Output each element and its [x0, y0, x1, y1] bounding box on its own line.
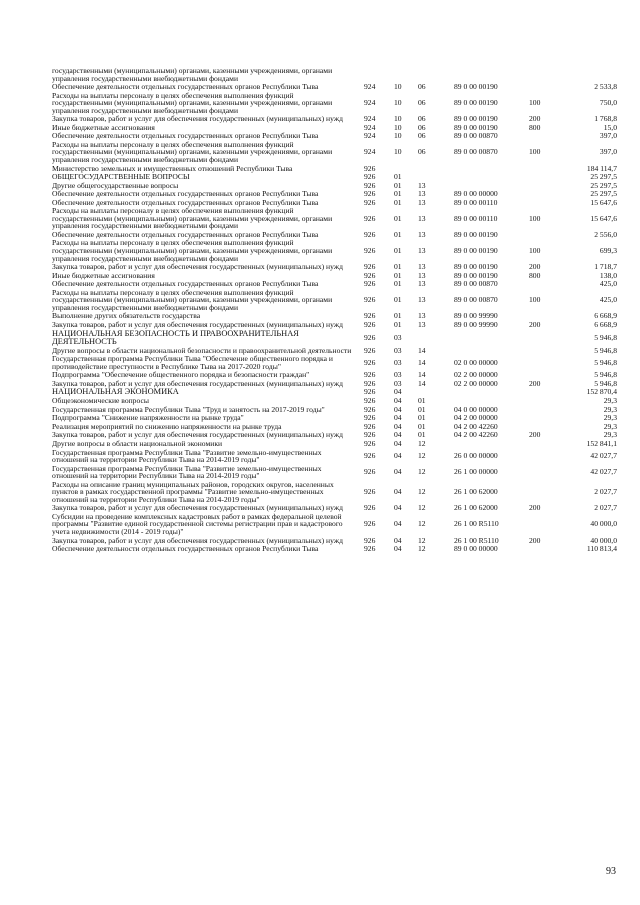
item-name-cell: Обеспечение деятельности отдельных государственных органов Республики Тыва — [52, 279, 319, 289]
subsection-cell: 01 — [418, 404, 426, 414]
item-name-cell: Подпрограмма "Снижение напряженности на рынке труда" — [52, 413, 244, 423]
section-cell: 04 — [394, 396, 402, 406]
subsection-cell: 06 — [418, 114, 426, 124]
subsection-cell: 01 — [418, 430, 426, 440]
table-row — [52, 239, 617, 262]
target-article-cell: 89 0 00 00870 — [454, 147, 498, 157]
subsection-cell: 12 — [418, 467, 426, 477]
admin-code-cell: 926 — [364, 357, 376, 367]
amount-cell: 425,0 — [599, 279, 617, 289]
table-row — [52, 513, 617, 536]
target-article-cell: 89 0 00 00110 — [454, 213, 498, 223]
expense-type-cell: 100 — [529, 147, 541, 157]
expense-type-cell: 200 — [529, 262, 541, 272]
section-cell: 03 — [394, 370, 402, 380]
section-cell: 10 — [394, 147, 402, 157]
admin-code-cell: 926 — [364, 270, 376, 280]
admin-code-cell: 926 — [364, 319, 376, 329]
table-row — [52, 388, 617, 396]
item-name-cell: Государственная программа Республики Тыва "Труд и занятость на 2017-2019 годы" — [52, 404, 325, 414]
table-row — [52, 165, 617, 173]
budget-table — [52, 67, 617, 553]
item-name-cell: Государственная программа Республики Тыва "Развитие земельно-имущественных отношений на территории Республики Тыва на 2014-2019 годы" — [52, 463, 322, 481]
item-name-cell: Обеспечение деятельности отдельных государственных органов Республики Тыва — [52, 189, 319, 199]
subsection-cell: 01 — [418, 413, 426, 423]
subsection-cell: 12 — [418, 451, 426, 461]
amount-cell: 397,0 — [599, 147, 617, 157]
section-cell: 10 — [394, 131, 402, 141]
table-row — [52, 406, 617, 414]
target-article-cell: 89 0 00 00190 — [454, 98, 498, 108]
admin-code-cell: 926 — [364, 311, 376, 321]
target-article-cell: 26 0 00 00000 — [454, 451, 498, 461]
table-row — [52, 545, 617, 553]
target-article-cell: 89 0 00 00190 — [454, 82, 498, 92]
admin-code-cell: 926 — [364, 378, 376, 388]
target-article-cell: 89 0 00 00870 — [454, 295, 498, 305]
section-cell: 01 — [394, 197, 402, 207]
expense-type-cell: 200 — [529, 503, 541, 513]
item-name-cell: Обеспечение деятельности отдельных государственных органов Республики Тыва — [52, 131, 319, 141]
section-cell: 01 — [394, 311, 402, 321]
admin-code-cell: 926 — [364, 503, 376, 513]
table-row — [52, 414, 617, 422]
admin-code-cell: 926 — [364, 387, 376, 397]
table-row — [52, 272, 617, 280]
admin-code-cell: 926 — [364, 180, 376, 190]
subsection-cell: 01 — [418, 421, 426, 431]
item-name-cell: Общеэкономические вопросы — [52, 396, 149, 406]
target-article-cell: 04 2 00 00000 — [454, 413, 498, 423]
table-row — [52, 231, 617, 239]
admin-code-cell: 924 — [364, 82, 376, 92]
admin-code-cell: 924 — [364, 147, 376, 157]
section-cell: 01 — [394, 189, 402, 199]
target-article-cell: 89 0 00 00870 — [454, 279, 498, 289]
table-row — [52, 330, 617, 346]
table-row — [52, 190, 617, 198]
amount-cell: 425,0 — [599, 295, 617, 305]
amount-cell: 29,3 — [603, 396, 617, 406]
subsection-cell: 14 — [418, 370, 426, 380]
section-cell: 04 — [394, 387, 402, 397]
subsection-cell: 06 — [418, 82, 426, 92]
item-name-cell: Закупка товаров, работ и услуг для обеспечения государственных (муниципальных) нужд — [52, 262, 343, 272]
section-cell: 04 — [394, 421, 402, 431]
item-name-cell: Другие вопросы в области национальной безопасности и правоохранительной деятельности — [52, 345, 352, 355]
subsection-cell: 06 — [418, 147, 426, 157]
subsection-cell: 01 — [418, 396, 426, 406]
admin-code-cell: 926 — [364, 262, 376, 272]
target-article-cell: 89 0 00 00870 — [454, 131, 498, 141]
admin-code-cell: 926 — [364, 213, 376, 223]
amount-cell: 25 297,5 — [590, 189, 617, 199]
item-name-cell: Подпрограмма "Обеспечение общественного порядка и безопасности граждан" — [52, 370, 310, 380]
item-name-cell: Обеспечение деятельности отдельных государственных органов Республики Тыва — [52, 544, 319, 554]
amount-cell: 6 668,9 — [594, 311, 617, 321]
table-row — [52, 312, 617, 320]
table-row — [52, 321, 617, 329]
table-row — [52, 141, 617, 164]
item-name-cell: Расходы на выплаты персоналу в целях обеспечения выполнения функций государственными (муниципальными) органами, казенными учреждениями, органами управления государственными внебюджетными фондами — [52, 139, 333, 165]
table-row — [52, 380, 617, 388]
amount-cell: 152 841,1 — [586, 438, 617, 448]
admin-code-cell: 926 — [364, 519, 376, 529]
amount-cell: 29,3 — [603, 413, 617, 423]
admin-code-cell: 926 — [364, 279, 376, 289]
section-cell: 01 — [394, 246, 402, 256]
target-article-cell: 89 0 00 99990 — [454, 319, 498, 329]
section-cell: 01 — [394, 213, 402, 223]
section-cell: 04 — [394, 535, 402, 545]
amount-cell: 397,0 — [599, 131, 617, 141]
section-cell: 01 — [394, 229, 402, 239]
admin-code-cell: 924 — [364, 114, 376, 124]
item-name-cell: Иные бюджетные ассигнования — [52, 122, 155, 132]
section-cell: 04 — [394, 430, 402, 440]
table-row — [52, 347, 617, 355]
section-cell: 01 — [394, 172, 402, 182]
item-name-cell: Субсидии на проведение комплексных кадастровых работ в рамках федеральной целевой программы "Развитие единой государственной системы регистрации прав и кадастрового учета недвижимости (2014 - 2019 годы)" — [52, 511, 343, 536]
target-article-cell: 26 1 00 R5110 — [454, 519, 499, 529]
table-row — [52, 465, 617, 480]
target-article-cell: 89 0 00 00110 — [454, 197, 498, 207]
table-row — [52, 537, 617, 545]
item-name-cell: Расходы на выплаты персоналу в целях обеспечения выполнения функций государственными (муниципальными) органами, казенными учреждениями, органами управления государственными внебюджетными фондами — [52, 90, 333, 115]
amount-cell: 184 114,7 — [586, 163, 617, 173]
target-article-cell: 04 2 00 42260 — [454, 421, 498, 431]
admin-code-cell: 924 — [364, 122, 376, 132]
section-cell: 04 — [394, 503, 402, 513]
item-name-cell: Закупка товаров, работ и услуг для обеспечения государственных (муниципальных) нужд — [52, 430, 343, 440]
item-name-cell: Расходы на выплаты персоналу в целях обеспечения выполнения функций государственными (муниципальными) органами, казенными учреждениями, органами управления государственными внебюджетными фондами — [52, 206, 333, 231]
item-name-cell: Государственная программа Республики Тыва "Обеспечение общественного порядка и противодействие преступности в Республике Тыва на 2017-2020 годы" — [52, 354, 333, 371]
table-row — [52, 124, 617, 132]
table-row — [52, 92, 617, 115]
admin-code-cell: 926 — [364, 172, 376, 182]
table-row — [52, 132, 617, 140]
subsection-cell: 13 — [418, 189, 426, 199]
expense-type-cell: 200 — [529, 535, 541, 545]
admin-code-cell: 926 — [364, 467, 376, 477]
table-row — [52, 449, 617, 464]
amount-cell: 2 027,7 — [594, 503, 617, 513]
amount-cell: 2 533,8 — [594, 82, 617, 92]
subsection-cell: 14 — [418, 357, 426, 367]
amount-cell: 15,0 — [603, 122, 617, 132]
item-name-cell: Закупка товаров, работ и услуг для обеспечения государственных (муниципальных) нужд — [52, 114, 343, 124]
item-name-cell: Реализация мероприятий по снижению напряженности на рынке труда — [52, 421, 282, 431]
item-name-cell: государственными (муниципальными) органами, казенными учреждениями, органами управления государственными внебюджетными фондами — [52, 66, 333, 83]
expense-type-cell: 200 — [529, 430, 541, 440]
section-cell: 01 — [394, 262, 402, 272]
item-name-cell: Закупка товаров, работ и услуг для обеспечения государственных (муниципальных) нужд — [52, 319, 343, 329]
target-article-cell: 89 0 00 00190 — [454, 122, 498, 132]
table-row — [52, 263, 617, 271]
expense-type-cell: 200 — [529, 114, 541, 124]
subsection-cell: 13 — [418, 197, 426, 207]
admin-code-cell: 926 — [364, 189, 376, 199]
section-cell: 04 — [394, 487, 402, 497]
section-cell: 01 — [394, 295, 402, 305]
amount-cell: 138,0 — [599, 270, 617, 280]
admin-code-cell: 926 — [364, 345, 376, 355]
section-cell: 01 — [394, 279, 402, 289]
section-cell: 03 — [394, 378, 402, 388]
target-article-cell: 89 0 00 00190 — [454, 270, 498, 280]
amount-cell: 5 946,8 — [594, 345, 617, 355]
item-name-cell: Иные бюджетные ассигнования — [52, 270, 155, 280]
admin-code-cell: 926 — [364, 246, 376, 256]
amount-cell: 110 813,4 — [586, 544, 617, 554]
subsection-cell: 13 — [418, 213, 426, 223]
table-row — [52, 504, 617, 512]
amount-cell: 5 946,8 — [594, 332, 617, 342]
target-article-cell: 26 1 00 00000 — [454, 467, 498, 477]
amount-cell: 42 027,7 — [590, 467, 617, 477]
section-cell: 03 — [394, 332, 402, 342]
target-article-cell: 26 1 00 62000 — [454, 503, 498, 513]
admin-code-cell: 926 — [364, 421, 376, 431]
item-name-cell: Закупка товаров, работ и услуг для обеспечения государственных (муниципальных) нужд — [52, 535, 343, 545]
expense-type-cell: 100 — [529, 98, 541, 108]
admin-code-cell: 926 — [364, 404, 376, 414]
item-name-cell: Обеспечение деятельности отдельных государственных органов Республики Тыва — [52, 197, 319, 207]
target-article-cell: 04 2 00 42260 — [454, 430, 498, 440]
admin-code-cell: 926 — [364, 163, 376, 173]
expense-type-cell: 100 — [529, 246, 541, 256]
expense-type-cell: 200 — [529, 319, 541, 329]
item-name-cell: Выполнение других обязательств государства — [52, 311, 201, 321]
target-article-cell: 89 0 00 00000 — [454, 544, 498, 554]
expense-type-cell: 800 — [529, 122, 541, 132]
subsection-cell: 13 — [418, 295, 426, 305]
section-cell: 04 — [394, 467, 402, 477]
expense-type-cell: 200 — [529, 378, 541, 388]
table-row — [52, 481, 617, 504]
amount-cell: 25 297,5 — [590, 172, 617, 182]
subsection-cell: 12 — [418, 503, 426, 513]
table-row — [52, 280, 617, 288]
section-cell: 04 — [394, 519, 402, 529]
subsection-cell: 12 — [418, 519, 426, 529]
item-name-cell: Государственная программа Республики Тыва "Развитие земельно-имущественных отношений на территории Республики Тыва на 2014-2019 годы" — [52, 447, 322, 465]
admin-code-cell: 926 — [364, 430, 376, 440]
target-article-cell: 89 0 00 00190 — [454, 262, 498, 272]
target-article-cell: 26 1 00 62000 — [454, 487, 498, 497]
amount-cell: 5 946,8 — [594, 357, 617, 367]
amount-cell: 699,3 — [599, 246, 617, 256]
section-cell: 04 — [394, 404, 402, 414]
subsection-cell: 12 — [418, 487, 426, 497]
subsection-cell: 06 — [418, 98, 426, 108]
section-cell: 10 — [394, 114, 402, 124]
item-name-cell: Министерство земельных и имущественных отношений Республики Тыва — [52, 163, 293, 173]
subsection-cell: 06 — [418, 131, 426, 141]
amount-cell: 5 946,8 — [594, 370, 617, 380]
subsection-cell: 13 — [418, 180, 426, 190]
section-cell: 10 — [394, 98, 402, 108]
subsection-cell: 12 — [418, 535, 426, 545]
admin-code-cell: 924 — [364, 131, 376, 141]
page-number: 93 — [606, 866, 616, 877]
table-row — [52, 289, 617, 312]
admin-code-cell: 926 — [364, 413, 376, 423]
target-article-cell: 89 0 00 99990 — [454, 311, 498, 321]
subsection-cell: 13 — [418, 262, 426, 272]
item-name-cell: Расходы на выплаты персоналу в целях обеспечения выполнения функций государственными (муниципальными) органами, казенными учреждениями, органами управления государственными внебюджетными фондами — [52, 238, 333, 263]
target-article-cell: 02 2 00 00000 — [454, 378, 498, 388]
section-cell: 10 — [394, 82, 402, 92]
admin-code-cell: 926 — [364, 396, 376, 406]
amount-cell: 1 718,7 — [594, 262, 617, 272]
item-name-cell: Обеспечение деятельности отдельных государственных органов Республики Тыва — [52, 229, 319, 239]
section-cell: 03 — [394, 345, 402, 355]
amount-cell: 5 946,8 — [594, 378, 617, 388]
item-name-cell: Расходы на выплаты персоналу в целях обеспечения выполнения функций государственными (муниципальными) органами, казенными учреждениями, органами управления государственными внебюджетными фондами — [52, 287, 333, 312]
admin-code-cell: 926 — [364, 197, 376, 207]
target-article-cell: 02 0 00 00000 — [454, 357, 498, 367]
amount-cell: 2 556,0 — [594, 229, 617, 239]
table-row — [52, 423, 617, 431]
amount-cell: 40 000,0 — [590, 519, 617, 529]
admin-code-cell: 926 — [364, 487, 376, 497]
admin-code-cell: 926 — [364, 535, 376, 545]
amount-cell: 25 297,5 — [590, 180, 617, 190]
expense-type-cell: 800 — [529, 270, 541, 280]
amount-cell: 29,3 — [603, 404, 617, 414]
amount-cell: 29,3 — [603, 421, 617, 431]
item-name-cell: Расходы на описание границ муниципальных районов, городских округов, населенных пунктов в рамках государственной программы "Развитие земельно-имущественных отношений на территории Республики Тыва на 2014-2019 годы" — [52, 479, 334, 504]
section-cell: 04 — [394, 451, 402, 461]
section-cell: 01 — [394, 319, 402, 329]
amount-cell: 15 647,6 — [590, 213, 617, 223]
item-name-cell: Другие общегосударственные вопросы — [52, 180, 179, 190]
subsection-cell: 12 — [418, 544, 426, 554]
admin-code-cell: 924 — [364, 98, 376, 108]
section-cell: 04 — [394, 438, 402, 448]
subsection-cell: 06 — [418, 122, 426, 132]
subsection-cell: 14 — [418, 345, 426, 355]
item-name-cell: НАЦИОНАЛЬНАЯ БЕЗОПАСНОСТЬ И ПРАВООХРАНИТЕЛЬНАЯ ДЕЯТЕЛЬНОСТЬ — [52, 328, 299, 346]
table-row — [52, 431, 617, 439]
table-row — [52, 115, 617, 123]
amount-cell: 1 768,8 — [594, 114, 617, 124]
amount-cell: 15 647,6 — [590, 197, 617, 207]
target-article-cell: 02 2 00 00000 — [454, 370, 498, 380]
subsection-cell: 13 — [418, 229, 426, 239]
section-cell: 01 — [394, 270, 402, 280]
admin-code-cell: 926 — [364, 370, 376, 380]
item-name-cell: НАЦИОНАЛЬНАЯ ЭКОНОМИКА — [52, 387, 179, 397]
subsection-cell: 12 — [418, 438, 426, 448]
table-row — [52, 207, 617, 230]
amount-cell: 40 000,0 — [590, 535, 617, 545]
table-row — [52, 355, 617, 370]
amount-cell: 2 027,7 — [594, 487, 617, 497]
table-row — [52, 199, 617, 207]
expense-type-cell: 100 — [529, 295, 541, 305]
admin-code-cell: 926 — [364, 295, 376, 305]
table-row — [52, 67, 617, 82]
admin-code-cell: 926 — [364, 438, 376, 448]
item-name-cell: Закупка товаров, работ и услуг для обеспечения государственных (муниципальных) нужд — [52, 503, 343, 513]
amount-cell: 29,3 — [603, 430, 617, 440]
admin-code-cell: 926 — [364, 544, 376, 554]
admin-code-cell: 926 — [364, 332, 376, 342]
item-name-cell: Другие вопросы в области национальной экономики — [52, 438, 223, 448]
table-row — [52, 371, 617, 379]
table-row — [52, 440, 617, 448]
subsection-cell: 13 — [418, 246, 426, 256]
table-row — [52, 173, 617, 181]
admin-code-cell: 926 — [364, 229, 376, 239]
target-article-cell: 04 0 00 00000 — [454, 404, 498, 414]
subsection-cell: 13 — [418, 279, 426, 289]
section-cell: 04 — [394, 413, 402, 423]
subsection-cell: 13 — [418, 270, 426, 280]
target-article-cell: 89 0 00 00190 — [454, 229, 498, 239]
item-name-cell: Закупка товаров, работ и услуг для обеспечения государственных (муниципальных) нужд — [52, 378, 343, 388]
section-cell: 04 — [394, 544, 402, 554]
section-cell: 01 — [394, 180, 402, 190]
amount-cell: 750,0 — [599, 98, 617, 108]
table-row — [52, 83, 617, 91]
item-name-cell: ОБЩЕГОСУДАРСТВЕННЫЕ ВОПРОСЫ — [52, 172, 190, 182]
amount-cell: 6 668,9 — [594, 319, 617, 329]
subsection-cell: 13 — [418, 311, 426, 321]
table-row — [52, 182, 617, 190]
section-cell: 03 — [394, 357, 402, 367]
subsection-cell: 14 — [418, 378, 426, 388]
subsection-cell: 13 — [418, 319, 426, 329]
target-article-cell: 89 0 00 00190 — [454, 114, 498, 124]
table-row — [52, 397, 617, 405]
amount-cell: 42 027,7 — [590, 451, 617, 461]
expense-type-cell: 100 — [529, 213, 541, 223]
item-name-cell: Обеспечение деятельности отдельных государственных органов Республики Тыва — [52, 82, 319, 92]
section-cell: 10 — [394, 122, 402, 132]
amount-cell: 152 870,4 — [586, 387, 617, 397]
target-article-cell: 89 0 00 00190 — [454, 246, 498, 256]
target-article-cell: 89 0 00 00000 — [454, 189, 498, 199]
target-article-cell: 26 1 00 R5110 — [454, 535, 499, 545]
admin-code-cell: 926 — [364, 451, 376, 461]
